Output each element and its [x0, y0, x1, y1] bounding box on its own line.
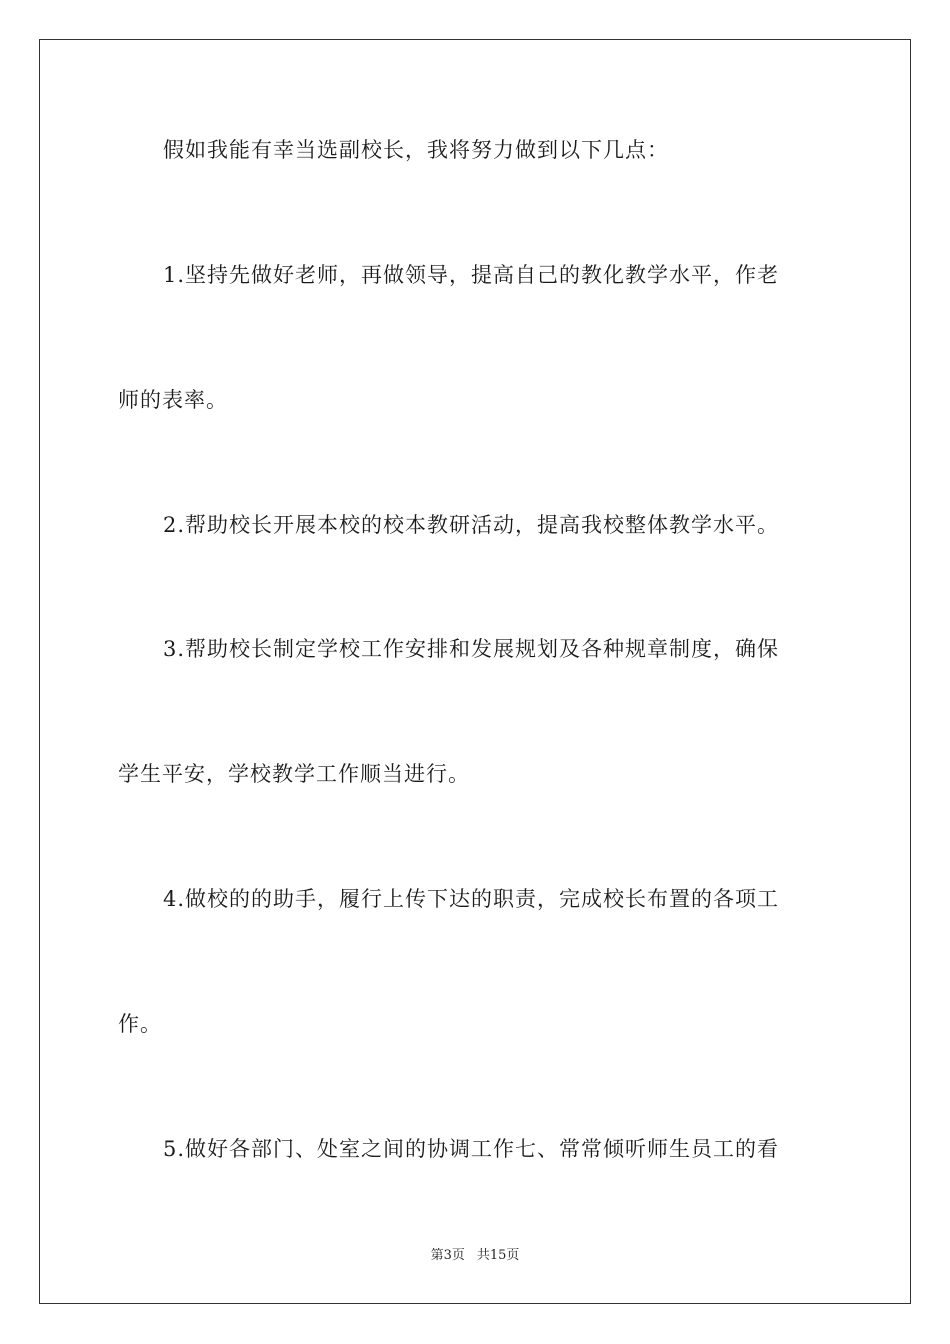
paragraph-item-3-line-1: 3.帮助校长制定学校工作安排和发展规划及各种规章制度，确保	[163, 637, 780, 661]
page-border	[39, 39, 911, 1304]
page-number: 第3页	[430, 1248, 465, 1263]
total-pages: 共15页	[476, 1248, 520, 1263]
paragraph-item-1-line-2: 师的表率。	[118, 388, 228, 412]
paragraph-item-5-line-1: 5.做好各部门、处室之间的协调工作七、常常倾听师生员工的看	[163, 1137, 780, 1161]
paragraph-item-1-line-1: 1.坚持先做好老师，再做领导，提高自己的教化教学水平，作老	[163, 263, 780, 287]
page-footer	[0, 1247, 950, 1265]
paragraph-intro-line-1: 假如我能有幸当选副校长，我将努力做到以下几点：	[163, 138, 669, 162]
paragraph-item-2-line-1: 2.帮助校长开展本校的校本教研活动，提高我校整体教学水平。	[163, 513, 780, 537]
paragraph-item-3-line-2: 学生平安，学校教学工作顺当进行。	[118, 762, 470, 786]
paragraph-item-4-line-1: 4.做校的的助手，履行上传下达的职责，完成校长布置的各项工	[163, 887, 780, 911]
paragraph-item-4-line-2: 作。	[118, 1012, 162, 1036]
